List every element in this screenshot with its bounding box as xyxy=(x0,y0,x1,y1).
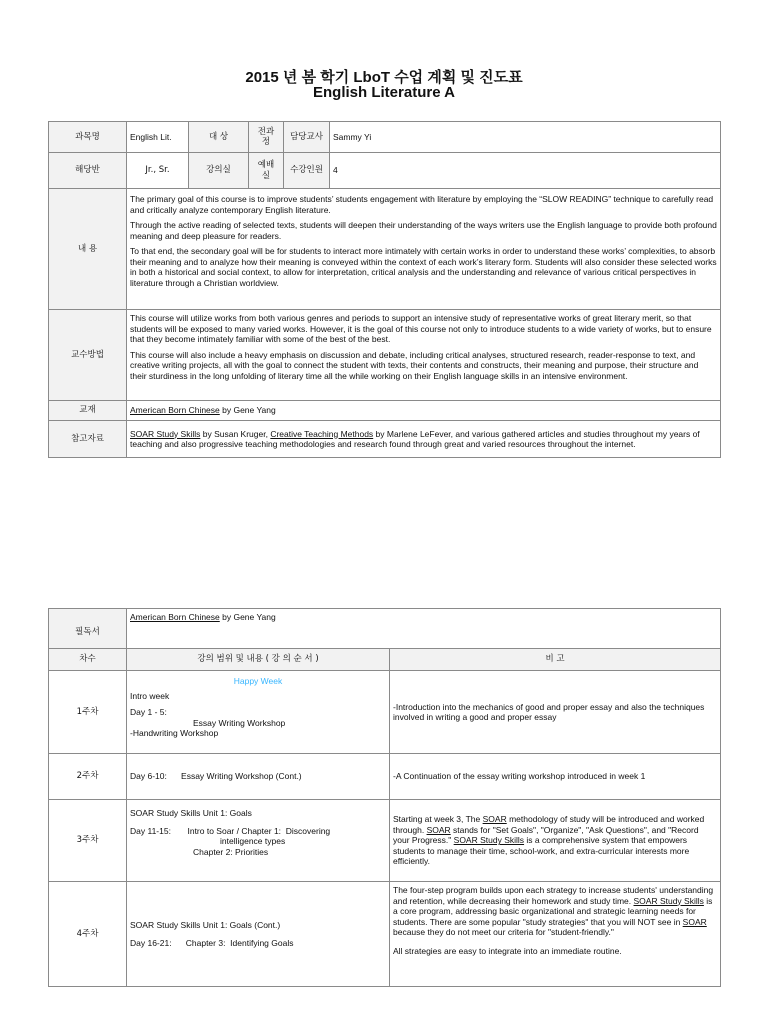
class-value: Jr., Sr. xyxy=(127,153,189,189)
method-label: 교수방법 xyxy=(49,310,127,401)
textbook-value xyxy=(127,401,721,421)
week4-label: 4주차 xyxy=(49,882,127,987)
required-reading-author: by Gene Yang xyxy=(219,612,276,622)
week2-content: Day 6-10: Essay Writing Workshop (Cont.) xyxy=(127,754,390,800)
content-text xyxy=(127,189,721,310)
textbook-label: 교재 xyxy=(49,401,127,421)
teacher-value: Sammy Yi xyxy=(330,122,721,153)
major-label-line1: 전과 xyxy=(257,126,275,137)
week4-note-study-skills: SOAR Study Skills xyxy=(633,895,704,906)
week3-note-study-skills: SOAR Study Skills xyxy=(453,835,525,846)
column-header-content: 강의 범위 및 내용 ( 강 의 순 서 ) xyxy=(127,649,390,671)
document-title: 2015 년 봄 학기 LboT 수업 계획 및 진도표 xyxy=(245,69,523,86)
week4-note-soar: SOAR xyxy=(682,916,707,927)
table-row-week1 xyxy=(49,671,721,754)
column-header-week: 차수 xyxy=(49,649,127,671)
schedule-header-row xyxy=(49,649,721,671)
table-row-week2 xyxy=(49,754,721,800)
method-paragraph-2: This course will also include a heavy emphasis on discussion and debate, including critical analyses, structured research, reader-response to text, and creative writing projects, all with the goal to connect the student with texts, their contents and constructs, their meaning and purpose, their structure and their sturdiness in the long unfolding of literary time all the while working on their English language skills in an intensive environment. xyxy=(130,349,699,381)
week3-note-a: Starting at week 3, The xyxy=(393,814,483,825)
info-row-textbook xyxy=(49,401,721,421)
week4-line1: SOAR Study Skills Unit 1: Goals (Cont.) xyxy=(130,920,281,930)
info-row-class xyxy=(49,153,721,189)
column-header-note: 비 고 xyxy=(390,649,721,671)
teacher-label: 담당교사 xyxy=(284,122,330,153)
class-label: 해당반 xyxy=(49,153,127,189)
major-label-line2: 정 xyxy=(261,137,271,147)
week1-line2: Day 1 - 5: xyxy=(130,707,167,717)
content-paragraph-2: Through the active reading of selected texts, students will deepen their understanding of the ways writers use the English language to provide both profound meaning and deep pleasure for readers. xyxy=(130,220,717,241)
week3-note xyxy=(390,800,721,882)
major-label xyxy=(249,122,284,153)
week3-label: 3주차 xyxy=(49,800,127,882)
info-row-method xyxy=(49,310,721,401)
week3-note-soar1: SOAR xyxy=(482,814,507,825)
references-label: 참고자료 xyxy=(49,421,127,458)
reference-rest: by Marlene LeFever, and various gathered articles and studies throughout my years of teaching and also progressive teaching methodologies and research found through great and varied resources throughout the internet. xyxy=(130,428,700,449)
reference-title-1: SOAR Study Skills xyxy=(130,428,201,439)
required-reading-title: American Born Chinese xyxy=(130,612,220,622)
week3-note-c: stands for "Set Goals", "Organize", "Ask Questions", and "Record your Progress." xyxy=(393,824,699,846)
reserve-label-line2: 실 xyxy=(261,170,271,181)
week3-note-soar2: SOAR xyxy=(426,824,451,835)
info-row-content xyxy=(49,189,721,310)
week4-content xyxy=(127,882,390,987)
week1-note: -Introduction into the mechanics of good and proper essay and also the techniques involved in writing a good and proper essay xyxy=(390,671,721,754)
info-row-references xyxy=(49,421,721,458)
week3-line3: intelligence types xyxy=(220,836,286,846)
textbook-title: American Born Chinese xyxy=(130,405,220,416)
week1-line3: Essay Writing Workshop xyxy=(193,717,286,728)
table-row-week4 xyxy=(49,882,721,987)
references-value xyxy=(127,421,721,458)
enroll-label: 수강인원 xyxy=(284,153,330,189)
content-label: 내 용 xyxy=(49,189,127,310)
week2-note: -A Continuation of the essay writing workshop introduced in week 1 xyxy=(390,754,721,800)
week4-note-last: All strategies are easy to integrate into an immediate routine. xyxy=(393,945,622,956)
week4-note-b: is a core program, addressing basic organizational and strategic learning needs for students. There are some popular "study strategies" that you will NOT see in xyxy=(393,895,713,927)
subject-label: 과목명 xyxy=(49,122,127,153)
required-reading-label: 필독서 xyxy=(49,609,127,649)
room-label: 강의실 xyxy=(189,153,249,189)
week1-line1: Intro week xyxy=(130,690,170,701)
week4-note-a: The four-step program builds upon each strategy to increase students' understanding and retention, while decreasing their homework and study time. xyxy=(393,885,714,906)
week3-note-b: methodology of study will be introduced and worked through. xyxy=(393,814,705,835)
document-subtitle: English Literature A xyxy=(313,84,455,101)
reserve-label xyxy=(249,153,284,189)
method-text xyxy=(127,310,721,401)
week4-note-c: because they do not meet our criteria for "student-friendly." xyxy=(393,927,614,937)
week2-label: 2주차 xyxy=(49,754,127,800)
week1-label: 1주차 xyxy=(49,671,127,754)
week3-note-d: is a comprehensive system that empowers students to manage their time, school-work, and extra-curricular interests more efficiently. xyxy=(393,835,690,867)
week3-content xyxy=(127,800,390,882)
required-reading-value xyxy=(127,609,721,649)
reference-author-1: by Susan Kruger, xyxy=(200,428,271,439)
week4-line2: Day 16-21: Chapter 3: Identifying Goals xyxy=(130,937,294,948)
schedule-table xyxy=(48,608,721,987)
week4-note xyxy=(390,882,721,987)
content-paragraph-3: To that end, the secondary goal will be for students to interact more intimately with certain works in order to understand these works’ complexities, to absorb their meaning and to analyze how their meaning is conveyed within the context of each work’s literary form. Students will also consider these selected works in both a historical and social context, to allow for interpretation, critical analysis and the understanding and relevance of various critical perspectives in literature through a Christian worldview. xyxy=(130,246,717,288)
enroll-value: 4 xyxy=(330,153,721,189)
week1-line4: -Handwriting Workshop xyxy=(130,728,219,738)
reference-title-2: Creative Teaching Methods xyxy=(270,428,374,439)
info-row-subject xyxy=(49,122,721,153)
required-reading-row xyxy=(49,609,721,649)
textbook-author: by Gene Yang xyxy=(219,405,276,416)
table-row-week3 xyxy=(49,800,721,882)
subject-value: English Lit. xyxy=(127,122,189,153)
week1-happy-week: Happy Week xyxy=(233,676,283,686)
week1-content xyxy=(127,671,390,754)
course-info-table xyxy=(48,121,721,458)
week3-line4: Chapter 2: Priorities xyxy=(193,846,269,857)
content-paragraph-1: The primary goal of this course is to improve students’ students engagement with literature by employing the “SLOW READING” technique to carefully read and critically analyze contemporary English literature. xyxy=(130,194,714,215)
reserve-label-line1: 예배 xyxy=(257,160,275,170)
target-label: 대 상 xyxy=(189,122,249,153)
method-paragraph-1: This course will utilize works from both various genres and periods to support an intensive study of representative works of great literary merit, so that students will be exposed to many varied works. However, it is the goal of this course not only to introduce students to a wide variety of works, but to ensure that they become intimately familiar with some of the best of the best. xyxy=(130,313,712,344)
week3-line1: SOAR Study Skills Unit 1: Goals xyxy=(130,808,252,818)
week3-line2: Day 11-15: Intro to Soar / Chapter 1: Discovering xyxy=(130,825,331,836)
